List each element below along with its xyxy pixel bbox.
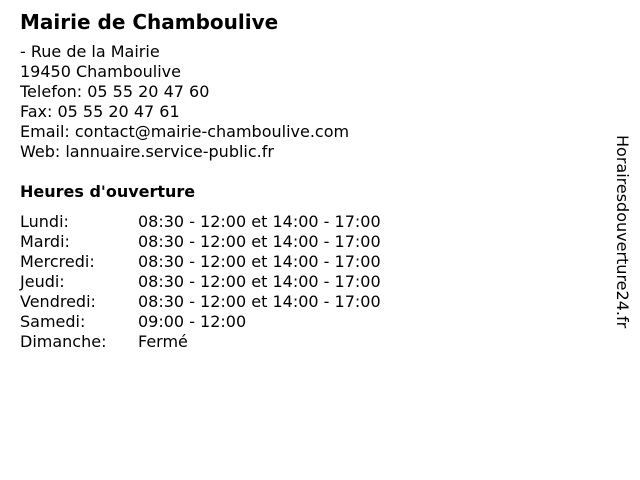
day-label: Mardi: <box>20 232 70 251</box>
brand-watermark: Horairesdouverture24.fr <box>613 135 632 329</box>
hours-row-lundi <box>20 212 580 232</box>
email-line: Email: contact@mairie-chamboulive.com <box>20 122 350 141</box>
day-label: Vendredi: <box>20 292 96 311</box>
hours-row-jeudi <box>20 272 580 292</box>
day-hours: 08:30 - 12:00 et 14:00 - 17:00 <box>138 232 381 251</box>
day-label: Lundi: <box>20 212 69 231</box>
location-title: Mairie de Chamboulive <box>20 10 279 34</box>
day-hours: 08:30 - 12:00 et 14:00 - 17:00 <box>138 272 381 291</box>
address-block <box>20 42 580 162</box>
street-line: - Rue de la Mairie <box>20 42 160 61</box>
day-label: Samedi: <box>20 312 86 331</box>
phone-line: Telefon: 05 55 20 47 60 <box>20 82 210 101</box>
day-label: Jeudi: <box>20 272 65 291</box>
hours-row-samedi <box>20 312 580 332</box>
hours-row-dimanche <box>20 332 580 352</box>
day-hours: 08:30 - 12:00 et 14:00 - 17:00 <box>138 292 381 311</box>
hours-table <box>20 212 580 352</box>
hours-row-mercredi <box>20 252 580 272</box>
city-line: 19450 Chamboulive <box>20 62 181 81</box>
hours-heading: Heures d'ouverture <box>20 182 196 201</box>
day-hours: 08:30 - 12:00 et 14:00 - 17:00 <box>138 252 381 271</box>
web-line: Web: lannuaire.service-public.fr <box>20 142 274 161</box>
day-hours: 09:00 - 12:00 <box>138 312 247 331</box>
day-hours: 08:30 - 12:00 et 14:00 - 17:00 <box>138 212 381 231</box>
hours-row-mardi <box>20 232 580 252</box>
location-card <box>20 9 580 352</box>
day-label: Mercredi: <box>20 252 95 271</box>
fax-line: Fax: 05 55 20 47 61 <box>20 102 180 121</box>
hours-row-vendredi <box>20 292 580 312</box>
day-label: Dimanche: <box>20 332 107 351</box>
day-hours: Fermé <box>138 332 188 351</box>
